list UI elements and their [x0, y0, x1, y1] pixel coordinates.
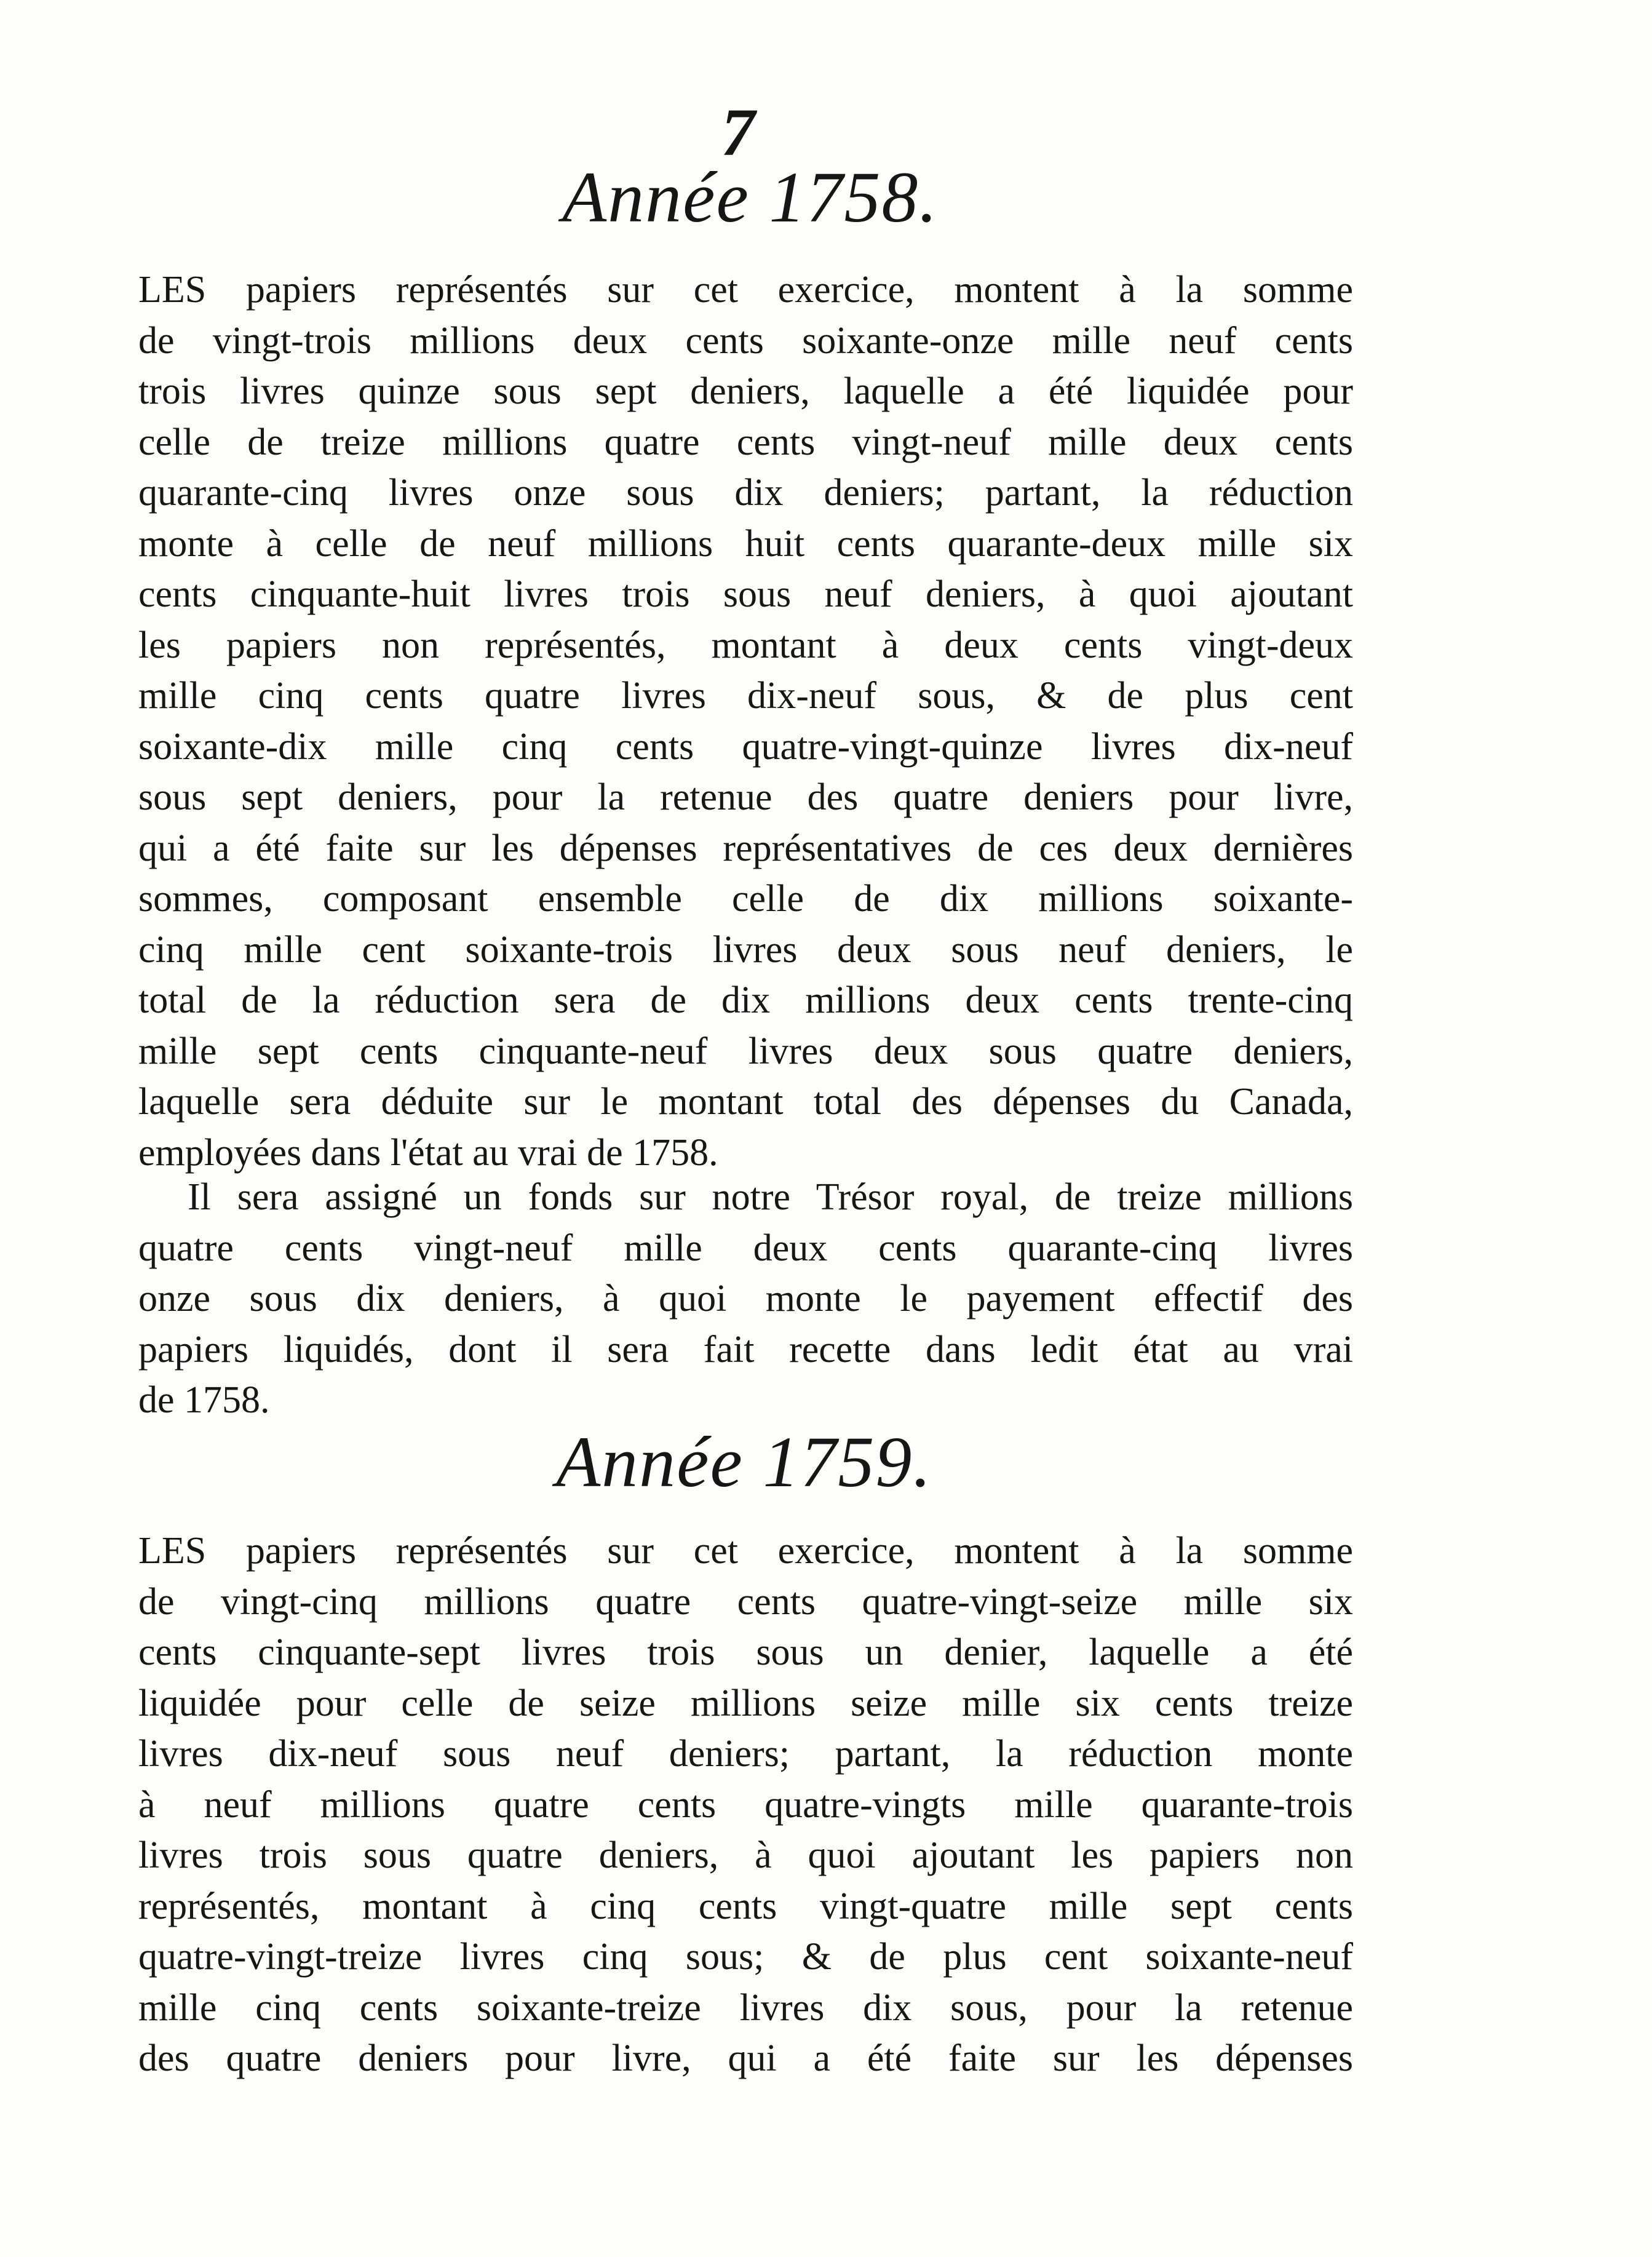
text-line: de vingt-cinq millions quatre cents quatre-vingt-seize mille six — [138, 1580, 1353, 1623]
text-line: de vingt-trois millions deux cents soixante-onze mille neuf cents — [138, 319, 1353, 362]
text-line: papiers liquidés, dont il sera fait recette dans ledit état au vrai — [138, 1328, 1353, 1371]
text-line: mille cinq cents quatre livres dix-neuf sous, & de plus cent — [138, 675, 1353, 717]
text-line: total de la réduction sera de dix millions deux cents trente-cinq — [138, 979, 1353, 1021]
text-line: mille sept cents cinquante-neuf livres deux sous quatre deniers, — [138, 1030, 1353, 1072]
paragraph-1758-fund — [138, 1172, 1353, 1426]
text-line: LES papiers représentés sur cet exercice, montent à la somme — [138, 1530, 1353, 1572]
text-line: des quatre deniers pour livre, qui a été faite sur les dépenses — [138, 2037, 1353, 2079]
text-line: Il sera assigné un fonds sur notre Trésor royal, de treize millions — [188, 1176, 1353, 1218]
text-line: cinq mille cent soixante-trois livres deux sous neuf deniers, le — [138, 928, 1353, 971]
text-line: liquidée pour celle de seize millions seize mille six cents treize — [138, 1682, 1353, 1724]
text-line: représentés, montant à cinq cents vingt-quatre mille sept cents — [138, 1885, 1353, 1927]
text-line: celle de treize millions quatre cents vingt-neuf mille deux cents — [138, 421, 1353, 463]
text-line: cents cinquante-sept livres trois sous un denier, laquelle a été — [138, 1631, 1353, 1673]
text-line: à neuf millions quatre cents quatre-vingts mille quarante-trois — [138, 1783, 1353, 1826]
text-line: qui a été faite sur les dépenses représentatives de ces deux dernières — [138, 827, 1353, 869]
page-number: 7 — [721, 95, 755, 170]
text-line: de 1758. — [138, 1379, 270, 1421]
text-line: les papiers non représentés, montant à deux cents vingt-deux — [138, 624, 1353, 666]
text-line: monte à celle de neuf millions huit cents quarante-deux mille six — [138, 522, 1353, 565]
text-line: onze sous dix deniers, à quoi monte le payement effectif des — [138, 1278, 1353, 1320]
text-line: livres dix-neuf sous neuf deniers; partant, la réduction monte — [138, 1733, 1353, 1775]
text-line: sous sept deniers, pour la retenue des quatre deniers pour livre, — [138, 776, 1353, 818]
text-line: quatre cents vingt-neuf mille deux cents quarante-cinq livres — [138, 1227, 1353, 1269]
paragraph-1758-main — [138, 265, 1353, 1178]
text-line: employées dans l'état au vrai de 1758. — [138, 1131, 718, 1174]
section-title-1758: Année 1758. — [562, 157, 939, 237]
paragraph-1759-main — [138, 1526, 1353, 2084]
text-line: quarante-cinq livres onze sous dix deniers; partant, la réduction — [138, 472, 1353, 514]
text-line: mille cinq cents soixante-treize livres dix sous, pour la retenue — [138, 1986, 1353, 2029]
text-line: quatre-vingt-treize livres cinq sous; & de plus cent soixante-neuf — [138, 1936, 1353, 1978]
text-line: soixante-dix mille cinq cents quatre-vingt-quinze livres dix-neuf — [138, 725, 1353, 768]
section-title-1759: Année 1759. — [556, 1422, 932, 1502]
text-line: livres trois sous quatre deniers, à quoi ajoutant les papiers non — [138, 1834, 1353, 1876]
text-line: laquelle sera déduite sur le montant total des dépenses du Canada, — [138, 1081, 1353, 1123]
text-line: trois livres quinze sous sept deniers, laquelle a été liquidée pour — [138, 370, 1353, 412]
text-line: sommes, composant ensemble celle de dix millions soixante- — [138, 878, 1353, 920]
text-line: LES papiers représentés sur cet exercice, montent à la somme — [138, 269, 1353, 311]
text-line: cents cinquante-huit livres trois sous neuf deniers, à quoi ajoutant — [138, 573, 1353, 615]
